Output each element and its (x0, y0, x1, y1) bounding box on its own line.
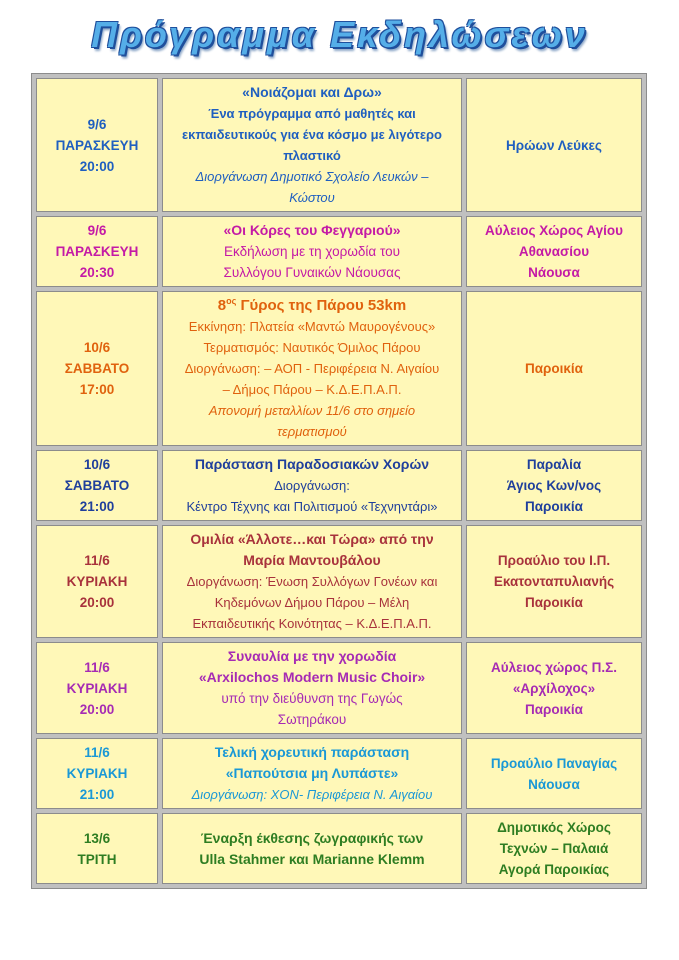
event-venue: Αύλειος Χώρος Αγίου (485, 223, 623, 238)
event-venue: Αύλειος χώρος Π.Σ. (491, 659, 617, 675)
event-description-cell (162, 450, 462, 521)
event-organizer: Διοργάνωση Δημοτικό Σχολείο Λευκών – (195, 169, 429, 184)
event-title: Έναρξη έκθεσης ζωγραφικής των (200, 829, 424, 846)
event-venue: Ηρώων Λεύκες (506, 137, 602, 153)
events-table (31, 73, 647, 889)
event-venue: Αθανασίου (518, 244, 590, 259)
table-row (36, 216, 642, 287)
event-organizer: Διοργάνωση: ΧΟΝ- Περιφέρεια Ν. Αιγαίου (191, 787, 433, 802)
event-venue: Εκατονταπυλιανής (493, 574, 615, 589)
event-venue: Νάουσα (528, 776, 580, 792)
event-venue: Παραλία (526, 457, 582, 472)
event-line: Εκδήλωση με τη χορωδία του (224, 244, 400, 259)
table-row (36, 642, 642, 734)
event-venue: Τεχνών – Παλαιά (499, 841, 609, 856)
event-venue: Αγορά Παροικίας (498, 862, 610, 877)
event-title: Ulla Stahmer και Marianne Klemm (199, 850, 425, 867)
event-day: ΚΥΡΙΑΚΗ (66, 766, 128, 781)
event-venue: Παροικία (525, 499, 583, 514)
event-time: 20:00 (79, 158, 115, 174)
event-venue-cell (466, 450, 642, 521)
event-venue: Παροικία (525, 701, 583, 717)
event-note: Απονομή μεταλλίων 11/6 στο σημείο (208, 403, 416, 418)
event-organizer: Κώστου (289, 190, 335, 205)
event-time: 17:00 (79, 382, 115, 397)
event-day: ΠΑΡΑΣΚΕΥΗ (55, 244, 139, 259)
event-description-cell (162, 813, 462, 884)
event-title: «Νοιάζομαι και Δρω» (242, 84, 382, 100)
event-note: τερματισμού (277, 424, 347, 439)
event-time: 21:00 (79, 787, 115, 802)
event-date-cell (36, 291, 158, 446)
event-day: ΣΑΒΒΑΤΟ (64, 478, 130, 493)
event-line: Κέντρο Τέχνης και Πολιτισμού «Τεχνηντάρι» (186, 499, 438, 514)
table-row (36, 450, 642, 521)
event-title: Μαρία Μαντουβάλου (243, 552, 381, 568)
event-venue-cell (466, 216, 642, 287)
event-description-cell (162, 78, 462, 212)
event-organizer: Εκπαιδευτικής Κοινότητας – Κ.Δ.Ε.Π.Α.Π. (192, 616, 432, 631)
event-title-ordinal: ος (226, 296, 237, 306)
event-date: 10/6 (83, 457, 111, 472)
event-venue: Άγιος Κων/νος (506, 478, 602, 493)
event-date: 13/6 (83, 830, 111, 846)
event-line: Διοργάνωση: – ΑΟΠ - Περιφέρεια Ν. Αιγαίου (184, 361, 440, 376)
table-row (36, 813, 642, 884)
event-title-text: Γύρος της Πάρου 53km (240, 297, 407, 314)
event-time: 20:00 (79, 595, 115, 610)
event-venue: Παροικία (525, 595, 583, 610)
event-title: «Οι Κόρες του Φεγγαριού» (223, 222, 401, 238)
event-title: «Παπούτσια μη Λυπάστε» (225, 765, 399, 781)
event-title-number: 8 (217, 297, 227, 314)
event-description-cell (162, 216, 462, 287)
event-time: 20:00 (79, 701, 115, 717)
event-venue: Παροικία (525, 361, 583, 376)
event-date-cell (36, 525, 158, 638)
event-date: 10/6 (83, 340, 111, 355)
event-time: 20:30 (79, 265, 115, 280)
event-date-cell (36, 78, 158, 212)
table-row (36, 738, 642, 809)
event-venue-cell (466, 813, 642, 884)
event-title (167, 295, 457, 316)
event-line: εκπαιδευτικούς για ένα κόσμο με λιγότερο (182, 127, 442, 142)
event-venue: Δημοτικός Χώρος (497, 820, 611, 835)
event-date: 9/6 (87, 116, 107, 132)
event-day: ΚΥΡΙΑΚΗ (66, 680, 128, 696)
event-venue: «Αρχίλοχος» (512, 680, 596, 696)
event-line: Εκκίνηση: Πλατεία «Μαντώ Μαυρογένους» (188, 319, 436, 334)
event-venue: Νάουσα (528, 265, 580, 280)
event-date-cell (36, 738, 158, 809)
event-day: ΠΑΡΑΣΚΕΥΗ (55, 137, 139, 153)
event-line: Τερματισμός: Ναυτικός Όμιλος Πάρου (203, 340, 421, 355)
event-day: ΣΑΒΒΑΤΟ (64, 361, 130, 376)
event-date-cell (36, 216, 158, 287)
event-description-cell (162, 525, 462, 638)
event-venue-cell (466, 738, 642, 809)
table-row (36, 291, 642, 446)
event-venue-cell (466, 525, 642, 638)
event-date: 11/6 (84, 659, 110, 675)
event-venue: Προαύλιο του Ι.Π. (497, 553, 611, 568)
event-date-cell (36, 450, 158, 521)
event-organizer: Διοργάνωση: Ένωση Συλλόγων Γονέων και (186, 574, 438, 589)
event-date-cell (36, 813, 158, 884)
event-venue: Προαύλιο Παναγίας (490, 755, 618, 771)
event-date: 11/6 (84, 745, 110, 760)
event-date: 9/6 (87, 223, 107, 238)
event-time: 21:00 (79, 499, 115, 514)
event-line: Σωτηράκου (277, 712, 347, 727)
event-title: Ομιλία «Άλλοτε…και Τώρα» από την (190, 531, 434, 547)
event-title: Τελική χορευτική παράσταση (214, 744, 410, 760)
event-date: 11/6 (84, 553, 110, 568)
event-line: – Δήμος Πάρου – Κ.Δ.Ε.Π.Α.Π. (222, 382, 402, 397)
page-title: Πρόγραμμα Εκδηλώσεων (91, 14, 588, 55)
event-venue-cell (466, 642, 642, 734)
event-title: Παράσταση Παραδοσιακών Χορών (194, 456, 430, 472)
event-line: υπό την διεύθυνση της Γωγώς (221, 691, 403, 706)
event-description-cell (162, 738, 462, 809)
event-line: πλαστικό (283, 148, 341, 163)
event-date-cell (36, 642, 158, 734)
event-day: ΚΥΡΙΑΚΗ (66, 574, 128, 589)
event-description-cell (162, 291, 462, 446)
event-venue-cell (466, 291, 642, 446)
event-title: Συναυλία με την χορωδία (227, 648, 397, 664)
event-line: Συλλόγου Γυναικών Νάουσας (223, 265, 401, 280)
table-row (36, 78, 642, 212)
event-line: Διοργάνωση: (274, 478, 350, 493)
event-description-cell (162, 642, 462, 734)
event-organizer: Κηδεμόνων Δήμου Πάρου – Μέλη (214, 595, 410, 610)
table-row (36, 525, 642, 638)
event-line: Ένα πρόγραμμα από μαθητές και (208, 106, 416, 121)
event-day: ΤΡΙΤΗ (77, 851, 117, 867)
event-title: «Arxilochos Modern Music Choir» (198, 669, 426, 685)
event-venue-cell (466, 78, 642, 212)
